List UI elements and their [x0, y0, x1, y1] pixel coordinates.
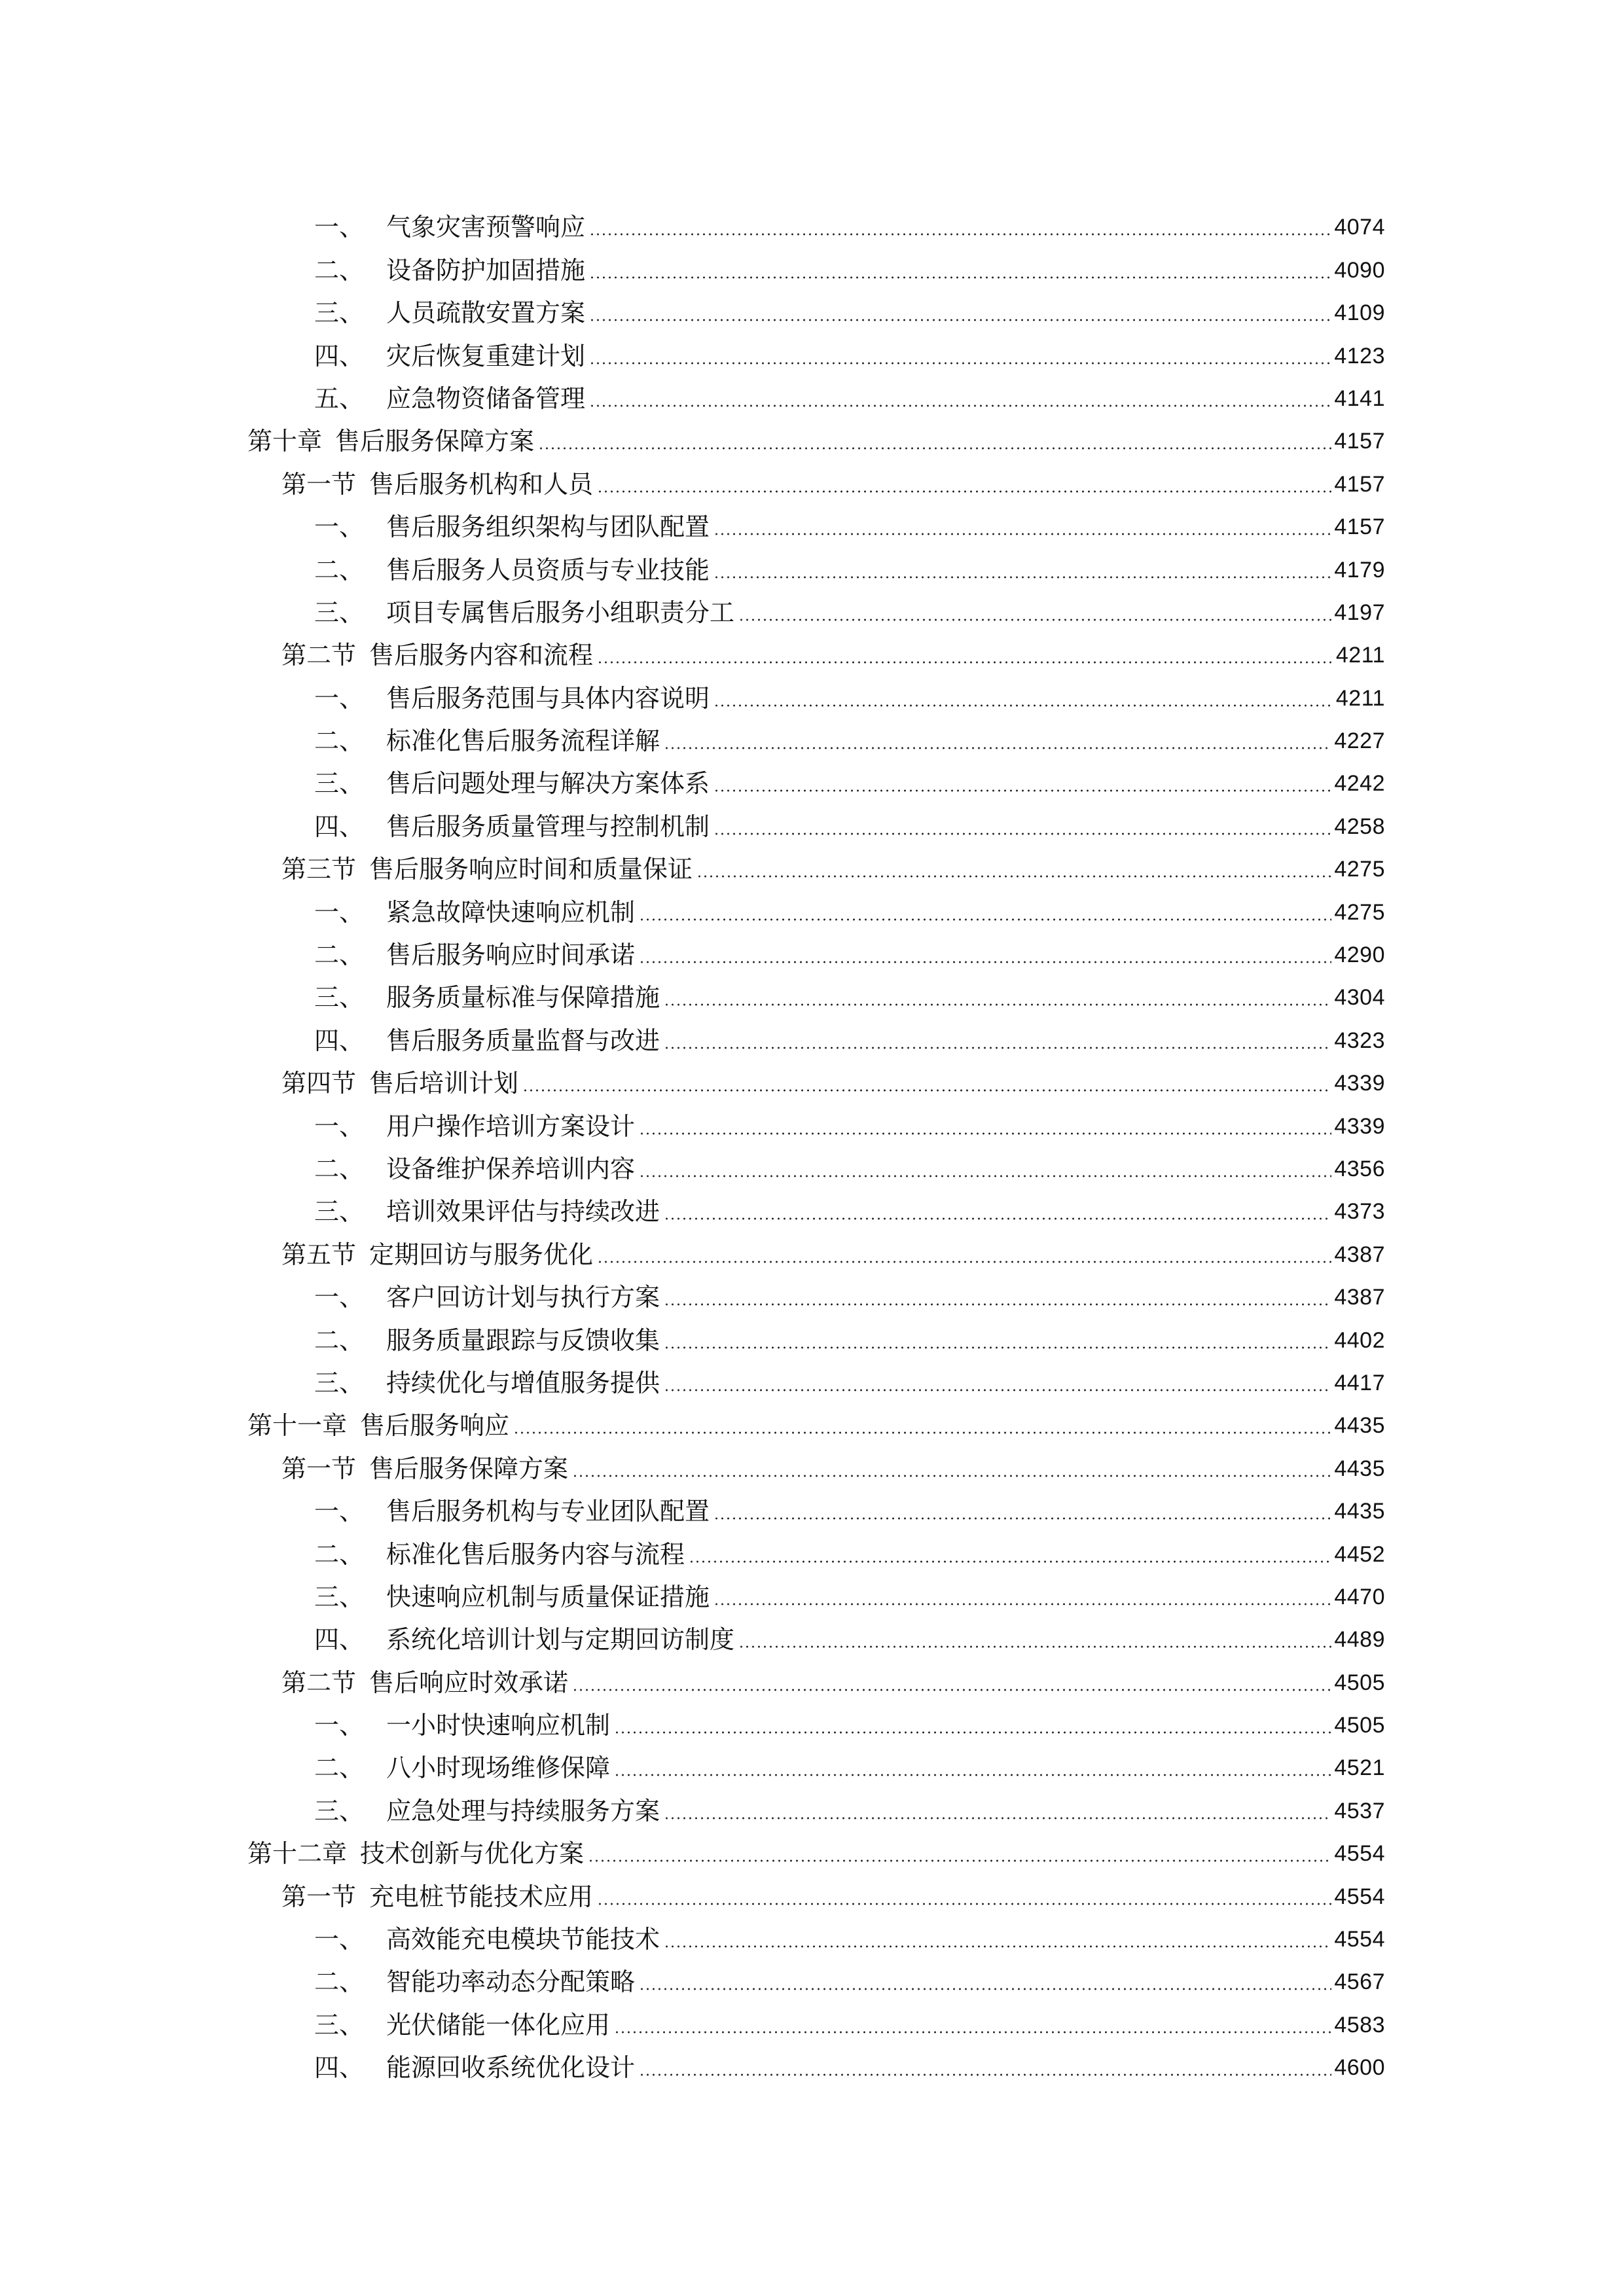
- toc-entry-page-number: 4123: [1334, 343, 1385, 368]
- toc-entry-number: 二、: [314, 555, 365, 584]
- toc-entry-line: [314, 2043, 1385, 2086]
- toc-entry-page-number: 4521: [1334, 1755, 1385, 1781]
- toc-entry-item[interactable]: [0, 802, 1624, 844]
- toc-entry-title: 快速响应机制与质量保证措施: [386, 1582, 710, 1611]
- toc-entry-title: 设备维护保养培训内容: [386, 1154, 636, 1183]
- toc-entry-item[interactable]: [0, 759, 1624, 802]
- toc-entry-page-number: 4157: [1334, 514, 1385, 540]
- toc-entry-title: 人员疏散安置方案: [386, 298, 586, 328]
- toc-entry-item[interactable]: [0, 545, 1624, 588]
- dot-leader: [664, 1217, 1331, 1220]
- toc-entry-number: 一、: [314, 213, 365, 242]
- toc-entry-number: 第一节: [281, 1454, 357, 1483]
- toc-entry-number: 四、: [314, 812, 365, 841]
- toc-entry-item[interactable]: [0, 1615, 1624, 1658]
- toc-entry-number: 第一节: [281, 1882, 357, 1911]
- toc-entry-page-number: 4435: [1334, 1456, 1385, 1481]
- dot-leader: [664, 1817, 1331, 1820]
- toc-entry-number: 三、: [314, 983, 365, 1013]
- toc-entry-number: 第十二章: [247, 1839, 348, 1869]
- toc-entry-page-number: 4227: [1334, 728, 1385, 754]
- toc-entry-line: [314, 1016, 1385, 1058]
- toc-entry-number: 一、: [314, 512, 365, 542]
- toc-entry-page-number: 4470: [1334, 1584, 1385, 1609]
- toc-entry-title: 光伏储能一体化应用: [386, 2010, 611, 2039]
- toc-entry-page-number: 4435: [1334, 1499, 1385, 1524]
- toc-entry-line: [314, 1744, 1385, 1786]
- toc-entry-page-number: 4417: [1334, 1370, 1385, 1395]
- toc-entry-item[interactable]: [0, 717, 1624, 759]
- toc-entry-line: [314, 759, 1385, 802]
- dot-leader: [713, 704, 1333, 707]
- toc-entry-title: 售后响应时效承诺: [369, 1668, 569, 1697]
- toc-entry-item[interactable]: [0, 1145, 1624, 1187]
- toc-entry-title: 应急物资储备管理: [386, 384, 586, 413]
- toc-entry-page-number: 4583: [1334, 2012, 1385, 2037]
- toc-entry-page-number: 4537: [1334, 1798, 1385, 1823]
- toc-entry-page-number: 4290: [1334, 942, 1385, 968]
- toc-entry-section[interactable]: [0, 459, 1624, 502]
- toc-entry-item[interactable]: [0, 1273, 1624, 1316]
- toc-entry-page-number: 4109: [1334, 300, 1385, 326]
- dot-leader: [713, 833, 1331, 835]
- toc-entry-title: 售后服务保障方案: [369, 1454, 569, 1483]
- toc-entry-line: [281, 459, 1385, 502]
- toc-entry-title: 智能功率动态分配策略: [386, 1967, 636, 1997]
- toc-entry-page-number: 4567: [1334, 1969, 1385, 1995]
- toc-entry-page-number: 4258: [1334, 814, 1385, 839]
- toc-entry-page-number: 4554: [1334, 1841, 1385, 1867]
- toc-entry-number: 三、: [314, 598, 365, 627]
- toc-entry-page-number: 4197: [1334, 600, 1385, 625]
- dot-leader: [614, 2031, 1331, 2034]
- toc-entry-page-number: 4074: [1334, 215, 1385, 240]
- toc-entry-number: 四、: [314, 2053, 365, 2083]
- dot-leader: [589, 233, 1331, 236]
- dot-leader: [664, 1003, 1331, 1006]
- toc-entry-section[interactable]: [0, 1872, 1624, 1914]
- toc-entry-line: [314, 1915, 1385, 1958]
- toc-entry-page-number: 4600: [1334, 2055, 1385, 2081]
- toc-entry-line: [247, 417, 1385, 459]
- dot-leader: [597, 661, 1333, 664]
- toc-entry-title: 售后服务机构和人员: [369, 469, 594, 499]
- toc-entry-line: [314, 802, 1385, 844]
- toc-entry-number: 第二节: [281, 641, 357, 670]
- toc-entry-item[interactable]: [0, 331, 1624, 374]
- toc-entry-page-number: 4323: [1334, 1028, 1385, 1053]
- toc-entry-page-number: 4141: [1334, 386, 1385, 411]
- toc-entry-number: 四、: [314, 1026, 365, 1055]
- toc-entry-number: 一、: [314, 1283, 365, 1312]
- dot-leader: [664, 1389, 1331, 1391]
- toc-entry-page-number: 4554: [1334, 1884, 1385, 1909]
- toc-entry-line: [314, 245, 1385, 288]
- toc-entry-page-number: 4356: [1334, 1156, 1385, 1181]
- toc-entry-line: [314, 973, 1385, 1016]
- dot-leader: [538, 447, 1331, 450]
- toc-entry-line: [314, 503, 1385, 545]
- toc-entry-page-number: 4505: [1334, 1670, 1385, 1695]
- toc-entry-item[interactable]: [0, 1915, 1624, 1958]
- toc-entry-page-number: 4489: [1334, 1627, 1385, 1653]
- toc-entry-page-number: 4402: [1334, 1327, 1385, 1353]
- toc-entry-number: 三、: [314, 1582, 365, 1611]
- toc-entry-line: [314, 673, 1385, 716]
- toc-entry-number: 四、: [314, 1625, 365, 1655]
- toc-entry-section[interactable]: [0, 1059, 1624, 1102]
- toc-entry-page-number: 4435: [1334, 1413, 1385, 1439]
- dot-leader: [597, 490, 1331, 493]
- toc-entry-line: [314, 1145, 1385, 1187]
- dot-leader: [738, 619, 1331, 621]
- toc-entry-title: 售后服务保障方案: [335, 427, 535, 456]
- toc-entry-item[interactable]: [0, 245, 1624, 288]
- toc-entry-title: 高效能充电模块节能技术: [386, 1925, 660, 1954]
- toc-entry-line: [314, 588, 1385, 631]
- toc-entry-item[interactable]: [0, 1530, 1624, 1572]
- toc-entry-line: [314, 1487, 1385, 1530]
- toc-entry-title: 售后服务范围与具体内容说明: [386, 683, 710, 713]
- toc-entry-page-number: 4339: [1334, 1113, 1385, 1139]
- toc-entry-number: 三、: [314, 298, 365, 328]
- dot-leader: [713, 576, 1331, 579]
- toc-entry-line: [314, 1316, 1385, 1358]
- toc-entry-number: 第十章: [247, 427, 323, 456]
- toc-entry-number: 三、: [314, 1796, 365, 1825]
- toc-entry-page-number: 4339: [1334, 1071, 1385, 1096]
- toc-entry-item[interactable]: [0, 1102, 1624, 1144]
- toc-entry-title: 定期回访与服务优化: [369, 1240, 594, 1269]
- toc-entry-section[interactable]: [0, 1444, 1624, 1486]
- toc-entry-page-number: 4275: [1334, 857, 1385, 882]
- dot-leader: [713, 1603, 1331, 1605]
- dot-leader: [614, 1731, 1331, 1734]
- toc-entry-number: 一、: [314, 897, 365, 927]
- toc-entry-page-number: 4157: [1334, 429, 1385, 454]
- dot-leader: [513, 1431, 1331, 1434]
- toc-entry-page-number: 4090: [1334, 257, 1385, 283]
- dot-leader: [589, 362, 1331, 365]
- toc-entry-line: [247, 1401, 1385, 1444]
- toc-entry-number: 二、: [314, 1967, 365, 1997]
- toc-entry-title: 技术创新与优化方案: [360, 1839, 585, 1869]
- toc-entry-title: 一小时快速响应机制: [386, 1711, 611, 1740]
- toc-entry-item[interactable]: [0, 1016, 1624, 1058]
- dot-leader: [614, 1774, 1331, 1776]
- dot-leader: [589, 276, 1331, 279]
- toc-entry-number: 二、: [314, 1154, 365, 1183]
- dot-leader: [639, 918, 1331, 921]
- toc-entry-line: [281, 1872, 1385, 1914]
- toc-entry-line: [314, 931, 1385, 973]
- toc-entry-section[interactable]: [0, 1230, 1624, 1272]
- dot-leader: [689, 1560, 1331, 1563]
- toc-entry-number: 第四节: [281, 1069, 357, 1098]
- toc-entry-title: 售后服务响应: [360, 1411, 510, 1441]
- dot-leader: [639, 2073, 1331, 2076]
- toc-entry-page-number: 4373: [1334, 1199, 1385, 1225]
- toc-entry-section[interactable]: [0, 1658, 1624, 1700]
- toc-entry-section[interactable]: [0, 845, 1624, 888]
- dot-leader: [664, 747, 1331, 749]
- toc-entry-title: 应急处理与持续服务方案: [386, 1796, 660, 1825]
- toc-entry-line: [314, 331, 1385, 374]
- toc-entry-number: 三、: [314, 2010, 365, 2039]
- toc-entry-line: [314, 1187, 1385, 1230]
- dot-leader: [738, 1645, 1331, 1648]
- toc-entry-number: 第十一章: [247, 1411, 348, 1441]
- toc-entry-title: 紧急故障快速响应机制: [386, 897, 636, 927]
- toc-entry-title: 售后培训计划: [369, 1069, 519, 1098]
- toc-entry-number: 一、: [314, 1111, 365, 1141]
- toc-entry-line: [314, 289, 1385, 331]
- toc-entry-number: 二、: [314, 726, 365, 756]
- toc-entry-number: 二、: [314, 1539, 365, 1569]
- toc-entry-line: [281, 631, 1385, 673]
- toc-entry-chapter[interactable]: [0, 1401, 1624, 1444]
- toc-entry-line: [314, 2000, 1385, 2043]
- toc-entry-line: [314, 1615, 1385, 1658]
- toc-entry-title: 服务质量标准与保障措施: [386, 983, 660, 1013]
- toc-entry-line: [314, 1573, 1385, 1615]
- dot-leader: [639, 961, 1331, 963]
- toc-entry-line: [314, 545, 1385, 588]
- toc-entry-item[interactable]: [0, 673, 1624, 716]
- toc-entry-number: 一、: [314, 1711, 365, 1740]
- toc-entry-title: 用户操作培训方案设计: [386, 1111, 636, 1141]
- toc-entry-number: 第五节: [281, 1240, 357, 1269]
- toc-entry-title: 系统化培训计划与定期回访制度: [386, 1625, 735, 1655]
- dot-leader: [664, 1047, 1331, 1049]
- toc-entry-title: 售后服务响应时间和质量保证: [369, 855, 693, 884]
- toc-entry-item[interactable]: [0, 374, 1624, 417]
- toc-entry-item[interactable]: [0, 1744, 1624, 1786]
- dot-leader: [597, 1261, 1331, 1263]
- toc-entry-page-number: 4505: [1334, 1713, 1385, 1738]
- toc-entry-title: 持续优化与增值服务提供: [386, 1368, 660, 1397]
- toc-entry-title: 灾后恢复重建计划: [386, 341, 586, 370]
- toc-entry-page-number: 4211: [1335, 643, 1385, 668]
- toc-entry-item[interactable]: [0, 203, 1624, 245]
- toc-entry-line: [314, 1530, 1385, 1572]
- toc-entry-number: 四、: [314, 341, 365, 370]
- toc-entry-section[interactable]: [0, 631, 1624, 673]
- dot-leader: [572, 1689, 1331, 1691]
- toc-entry-item[interactable]: [0, 2000, 1624, 2043]
- toc-entry-line: [314, 888, 1385, 930]
- toc-entry-item[interactable]: [0, 1359, 1624, 1401]
- toc-entry-page-number: 4387: [1334, 1285, 1385, 1310]
- toc-entry-title: 售后服务内容和流程: [369, 641, 594, 670]
- toc-entry-item[interactable]: [0, 588, 1624, 631]
- toc-entry-line: [281, 1444, 1385, 1486]
- toc-entry-title: 售后服务响应时间承诺: [386, 941, 636, 970]
- toc-entry-page-number: 4157: [1334, 471, 1385, 497]
- toc-entry-number: 第三节: [281, 855, 357, 884]
- toc-entry-title: 服务质量跟踪与反馈收集: [386, 1325, 660, 1355]
- toc-entry-page-number: 4387: [1334, 1242, 1385, 1267]
- dot-leader: [713, 1517, 1331, 1520]
- toc-entry-number: 一、: [314, 1497, 365, 1526]
- toc-entry-number: 三、: [314, 1368, 365, 1397]
- dot-leader: [588, 1859, 1331, 1862]
- toc-entry-number: 二、: [314, 941, 365, 970]
- toc-entry-item[interactable]: [0, 888, 1624, 930]
- dot-leader: [664, 1945, 1331, 1948]
- dot-leader: [589, 319, 1331, 321]
- toc-entry-number: 二、: [314, 1753, 365, 1783]
- toc-entry-number: 三、: [314, 1197, 365, 1227]
- toc-entry-number: 一、: [314, 1925, 365, 1954]
- toc-entry-page-number: 4304: [1334, 985, 1385, 1011]
- toc-entry-chapter[interactable]: [0, 1829, 1624, 1872]
- dot-leader: [713, 533, 1331, 535]
- toc-entry-title: 售后服务质量管理与控制机制: [386, 812, 710, 841]
- toc-entry-title: 售后问题处理与解决方案体系: [386, 769, 710, 798]
- toc-entry-title: 标准化售后服务内容与流程: [386, 1539, 685, 1569]
- toc-entry-title: 项目专属售后服务小组职责分工: [386, 598, 735, 627]
- dot-leader: [572, 1475, 1331, 1477]
- dot-leader: [639, 1132, 1331, 1135]
- toc-entry-title: 设备防护加固措施: [386, 255, 586, 285]
- toc-entry-number: 第一节: [281, 469, 357, 499]
- toc-entry-number: 第二节: [281, 1668, 357, 1697]
- toc-entry-line: [281, 845, 1385, 888]
- toc-entry-item[interactable]: [0, 1701, 1624, 1744]
- toc-entry-line: [314, 203, 1385, 245]
- toc-entry-number: 二、: [314, 255, 365, 285]
- toc-entry-number: 三、: [314, 769, 365, 798]
- toc-entry-title: 售后服务组织架构与团队配置: [386, 512, 710, 542]
- toc-entry-item[interactable]: [0, 1487, 1624, 1530]
- toc-entry-item[interactable]: [0, 2043, 1624, 2086]
- toc-entry-item[interactable]: [0, 973, 1624, 1016]
- toc-entry-page-number: 4452: [1334, 1541, 1385, 1567]
- toc-entry-item[interactable]: [0, 1786, 1624, 1829]
- toc-entry-item[interactable]: [0, 1958, 1624, 2000]
- toc-entry-item[interactable]: [0, 503, 1624, 545]
- toc-entry-page-number: 4179: [1334, 557, 1385, 583]
- toc-entry-line: [281, 1658, 1385, 1700]
- toc-entry-line: [281, 1059, 1385, 1102]
- toc-entry-title: 八小时现场维修保障: [386, 1753, 611, 1783]
- dot-leader: [713, 789, 1331, 792]
- toc-entry-item[interactable]: [0, 931, 1624, 973]
- toc-entry-title: 售后服务质量监督与改进: [386, 1026, 660, 1055]
- dot-leader: [597, 1903, 1331, 1905]
- toc-entry-chapter[interactable]: [0, 417, 1624, 459]
- dot-leader: [664, 1303, 1331, 1306]
- toc-entry-title: 客户回访计划与执行方案: [386, 1283, 660, 1312]
- toc-entry-title: 培训效果评估与持续改进: [386, 1197, 660, 1227]
- toc-entry-line: [314, 1273, 1385, 1316]
- toc-entry-title: 能源回收系统优化设计: [386, 2053, 636, 2083]
- toc-entry-number: 五、: [314, 384, 365, 413]
- toc-entry-line: [314, 1958, 1385, 2000]
- toc-entry-line: [247, 1829, 1385, 1872]
- toc-entry-line: [314, 1786, 1385, 1829]
- toc-entry-page-number: 4554: [1334, 1927, 1385, 1952]
- toc-entry-item[interactable]: [0, 1187, 1624, 1230]
- toc-entry-line: [314, 1701, 1385, 1744]
- toc-entry-line: [281, 1230, 1385, 1272]
- dot-leader: [639, 1175, 1331, 1177]
- dot-leader: [639, 1988, 1331, 1990]
- toc-entry-number: 一、: [314, 683, 365, 713]
- toc-entry-page-number: 4211: [1335, 685, 1385, 711]
- toc-entry-line: [314, 374, 1385, 417]
- toc-entry-title: 售后服务机构与专业团队配置: [386, 1497, 710, 1526]
- toc-entry-title: 售后服务人员资质与专业技能: [386, 555, 710, 584]
- table-of-contents: [0, 203, 1624, 2086]
- toc-entry-page-number: 4242: [1334, 771, 1385, 797]
- toc-entry-number: 二、: [314, 1325, 365, 1355]
- toc-entry-page-number: 4275: [1334, 899, 1385, 925]
- toc-entry-item[interactable]: [0, 1573, 1624, 1615]
- dot-leader: [664, 1346, 1331, 1349]
- toc-entry-line: [314, 1359, 1385, 1401]
- toc-entry-line: [314, 1102, 1385, 1144]
- dot-leader: [589, 404, 1331, 407]
- toc-entry-item[interactable]: [0, 289, 1624, 331]
- toc-entry-title: 充电桩节能技术应用: [369, 1882, 594, 1911]
- toc-entry-item[interactable]: [0, 1316, 1624, 1358]
- toc-entry-title: 标准化售后服务流程详解: [386, 726, 660, 756]
- toc-entry-line: [314, 717, 1385, 759]
- dot-leader: [696, 875, 1331, 878]
- toc-entry-title: 气象灾害预警响应: [386, 213, 586, 242]
- dot-leader: [522, 1089, 1331, 1092]
